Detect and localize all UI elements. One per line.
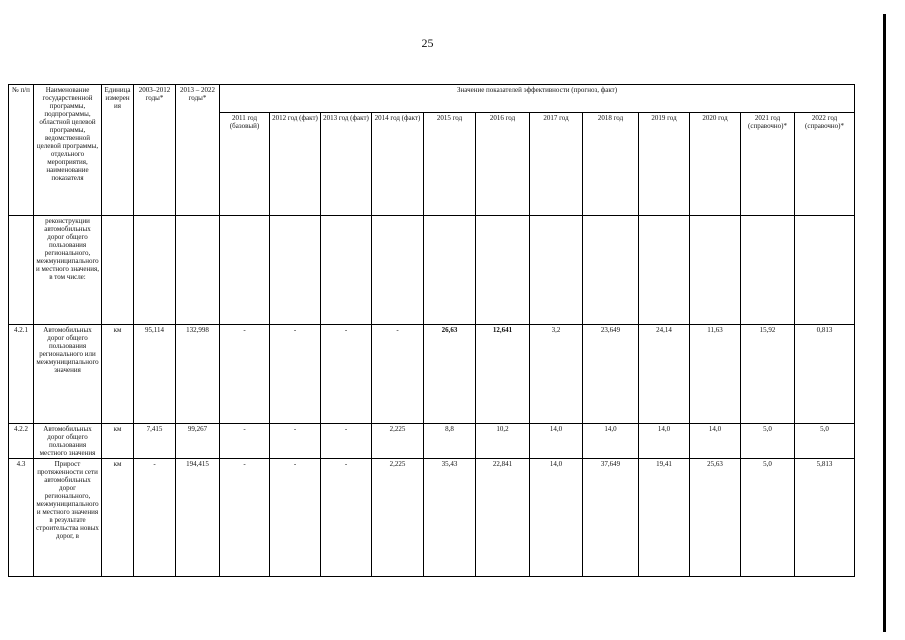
row-value	[372, 216, 424, 325]
row-name: реконструкции автомобильных дорог общего пользования регионального, межмуниципального и местного значения, в том числе:	[34, 216, 102, 325]
row-2003-2012: 95,114	[134, 325, 176, 424]
row-value: 19,41	[639, 459, 690, 577]
page-number: 25	[421, 36, 434, 50]
header-2013-2022: 2013 – 2022 годы*	[176, 85, 220, 216]
row-value	[639, 216, 690, 325]
row-value	[424, 216, 476, 325]
header-year: 2019 год	[639, 113, 690, 216]
header-year: 2014 год (факт)	[372, 113, 424, 216]
row-value: 14,0	[530, 424, 583, 459]
row-value	[220, 216, 270, 325]
row-value: 26,63	[424, 325, 476, 424]
row-2013-2022	[176, 216, 220, 325]
header-num: № п/п	[9, 85, 34, 216]
row-value	[583, 216, 639, 325]
row-value: 14,0	[583, 424, 639, 459]
row-unit: км	[102, 424, 134, 459]
row-value	[530, 216, 583, 325]
row-num: 4.2.1	[9, 325, 34, 424]
row-2013-2022: 194,415	[176, 459, 220, 577]
row-value: -	[220, 459, 270, 577]
header-year: 2011 год (базовый)	[220, 113, 270, 216]
row-value: 15,92	[741, 325, 795, 424]
header-unit: Единица измерения	[102, 85, 134, 216]
row-num: 4.3	[9, 459, 34, 577]
row-2003-2012	[134, 216, 176, 325]
table-row	[9, 459, 855, 577]
row-value: 23,649	[583, 325, 639, 424]
row-value: -	[270, 424, 321, 459]
header-year: 2013 год (факт)	[321, 113, 372, 216]
row-num: 4.2.2	[9, 424, 34, 459]
row-value: -	[220, 325, 270, 424]
header-year: 2020 год	[690, 113, 741, 216]
header-year: 2021 год (справочно)*	[741, 113, 795, 216]
row-value	[795, 216, 855, 325]
row-value: -	[270, 325, 321, 424]
row-value: -	[321, 459, 372, 577]
header-2003-2012: 2003–2012 годы*	[134, 85, 176, 216]
row-value: 10,2	[476, 424, 530, 459]
row-value	[321, 216, 372, 325]
header-values-group: Значение показателей эффективности (прогноз, факт)	[220, 85, 855, 113]
header-row	[9, 85, 855, 113]
row-value: -	[270, 459, 321, 577]
table-row	[9, 216, 855, 325]
row-value: -	[321, 424, 372, 459]
row-value: 14,0	[690, 424, 741, 459]
row-value: 5,0	[795, 424, 855, 459]
row-name: Прирост протяженности сети автомобильных дорог регионального, межмуниципального и местного значения в результате строительства новых дорог, в	[34, 459, 102, 577]
indicators-table	[8, 84, 855, 577]
row-value: 5,0	[741, 459, 795, 577]
row-value	[476, 216, 530, 325]
row-2013-2022: 132,998	[176, 325, 220, 424]
header-year: 2017 год	[530, 113, 583, 216]
table-row	[9, 325, 855, 424]
row-value: 5,813	[795, 459, 855, 577]
row-name: Автомобильных дорог общего пользования регионального или межмуниципального значения	[34, 325, 102, 424]
row-2013-2022: 99,267	[176, 424, 220, 459]
row-value	[741, 216, 795, 325]
row-value: 35,43	[424, 459, 476, 577]
row-value: 12,641	[476, 325, 530, 424]
row-name: Автомобильных дорог общего пользования местного значения	[34, 424, 102, 459]
row-value: 37,649	[583, 459, 639, 577]
row-value: 5,0	[741, 424, 795, 459]
row-value: 2,225	[372, 424, 424, 459]
row-value: -	[220, 424, 270, 459]
row-value: 2,225	[372, 459, 424, 577]
row-value: 25,63	[690, 459, 741, 577]
row-2003-2012: 7,415	[134, 424, 176, 459]
row-value: -	[321, 325, 372, 424]
row-value	[690, 216, 741, 325]
row-value: 22,841	[476, 459, 530, 577]
header-year: 2015 год	[424, 113, 476, 216]
row-value: -	[372, 325, 424, 424]
table-row	[9, 424, 855, 459]
row-num	[9, 216, 34, 325]
scan-edge-line	[883, 14, 886, 632]
header-year: 2018 год	[583, 113, 639, 216]
row-value: 8,8	[424, 424, 476, 459]
row-unit: км	[102, 325, 134, 424]
header-year: 2012 год (факт)	[270, 113, 321, 216]
row-value	[270, 216, 321, 325]
row-unit	[102, 216, 134, 325]
header-name: Наименование государственной программы, подпрограммы, областной целевой программы, ведомственной целевой программы, отдельного мероприятия, наименование показателя	[34, 85, 102, 216]
row-value: 3,2	[530, 325, 583, 424]
row-value: 14,0	[530, 459, 583, 577]
row-value: 11,63	[690, 325, 741, 424]
row-value: 24,14	[639, 325, 690, 424]
header-year: 2016 год	[476, 113, 530, 216]
header-year: 2022 год (справочно)*	[795, 113, 855, 216]
row-value: 14,0	[639, 424, 690, 459]
row-value: 0,813	[795, 325, 855, 424]
row-2003-2012: -	[134, 459, 176, 577]
row-unit: км	[102, 459, 134, 577]
